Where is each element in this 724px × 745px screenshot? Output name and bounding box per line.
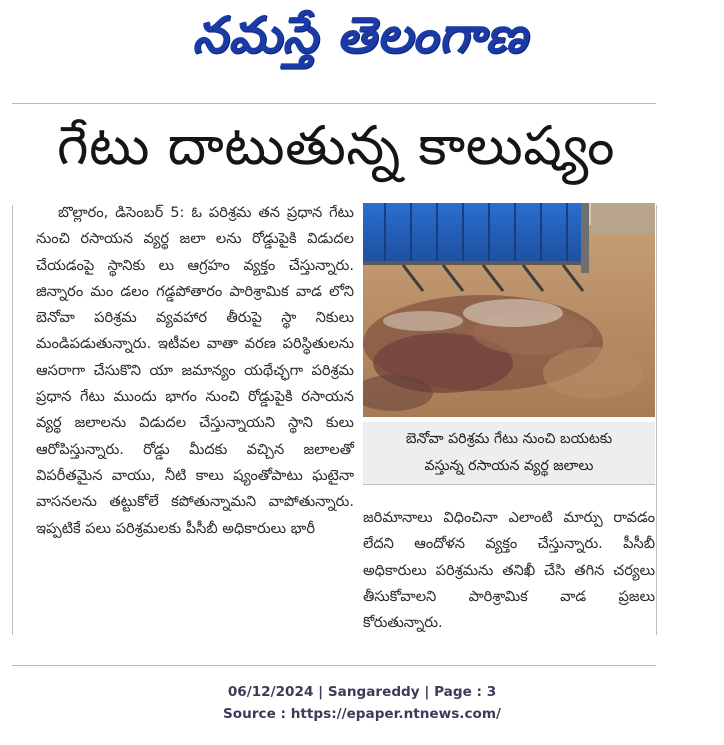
- photo-caption: [363, 422, 655, 485]
- footer-source: Source : https://epaper.ntnews.com/: [223, 706, 501, 722]
- top-divider: [12, 103, 656, 104]
- left-column-border: [12, 205, 13, 635]
- right-column-border: [656, 205, 657, 635]
- article-continuation-text: జరిమానాలు విధించినా ఎలాంటి మార్పు రావడం లేదని ఆందోళన వ్యక్తం చేస్తున్నారు. పీసీబీ అధికారులు పరిశ్రమను తనిఖీ చేసి తగిన చర్యలు తీసుకోవాలని పారిశ్రామిక వాడ ప్రజలు కోరుతున్నారు.: [363, 509, 655, 632]
- bottom-divider: [12, 665, 656, 666]
- article-body-text: బొల్లారం, డిసెంబర్ 5: ఓ పరిశ్రమ తన ప్రధాన గేటు నుంచి రసాయన వ్యర్థ జలా లను రోడ్డుపైకి విడుదల చేయడంపై స్థానికు లు ఆగ్రహం వ్యక్తం చేస్తున్నారు. జిన్నారం మం డలం గడ్డపోతారం పారిశ్రామిక వాడ లోని బెనోవా పరిశ్రమ వ్యవహార తీరుపై స్థా నికులు మండిపడుతున్నారు. ఇటీవల వాతా వరణ పరిస్థితులను ఆసరాగా చేసుకొని యా జమాన్యం యథేచ్ఛగా పరిశ్రమ ప్రధాన గేటు ముందు భాగం నుంచి రోడ్డుపైకి రసాయన వ్యర్థ జలాలను విడుదల చేస్తున్నాయని స్థాని కులు ఆరోపిస్తున్నారు. రోడ్డు మీదకు వచ్చిన జలాలతో విపరీతమైన వాయు, నీటి కాలు ష్యంతోపాటు ఘటైనా వాసనలను తట్టుకోలే కపోతున్నామని వాపోతున్నారు. ఇప్పటికే పలు పరిశ్రమలకు పీసీబీ అధికారులు భారీ: [36, 204, 354, 537]
- photo-caption-line-2: వస్తున్న రసాయన వ్యర్థ జలాలు: [424, 458, 594, 474]
- article-headline: గేటు దాటుతున్న కాలుష్యం: [57, 113, 615, 177]
- article-continuation: [363, 505, 655, 636]
- photo-chemical-waste-at-gate: [363, 203, 655, 417]
- article-photo: [363, 203, 655, 417]
- footer: [0, 681, 724, 725]
- article-body: [36, 200, 354, 542]
- footer-date-edition-page: 06/12/2024 | Sangareddy | Page : 3: [227, 684, 497, 700]
- photo-caption-line-1: బెనోవా పరిశ్రమ గేటు నుంచి బయటకు: [405, 431, 613, 447]
- masthead-logo: నమస్తే తెలంగాణ: [192, 5, 528, 64]
